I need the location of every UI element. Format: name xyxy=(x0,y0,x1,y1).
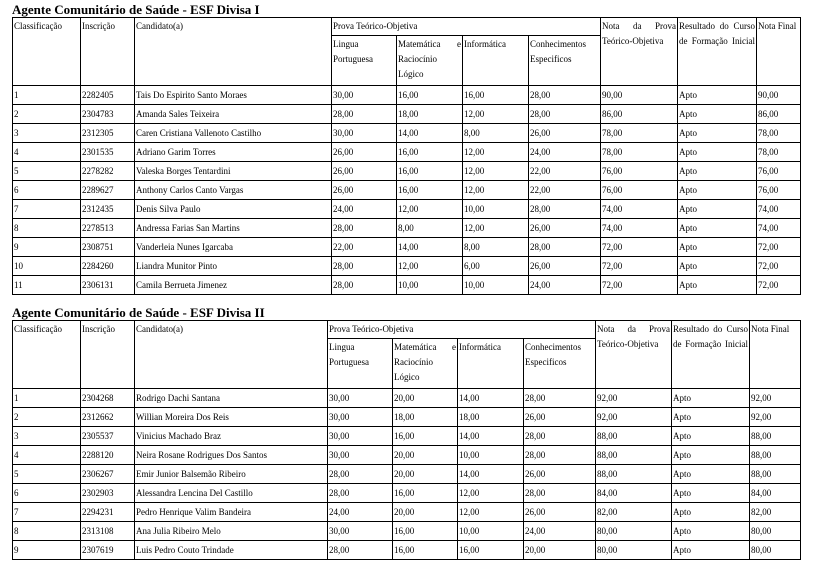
cell-classificacao: 4 xyxy=(13,143,81,162)
cell-lingua: 22,00 xyxy=(332,238,397,257)
header-informatica: Informática xyxy=(458,339,524,389)
cell-inscricao: 2278513 xyxy=(81,219,135,238)
cell-candidato: Neira Rosane Rodrigues Dos Santos xyxy=(135,446,328,465)
cell-nota-prova: 82,00 xyxy=(596,503,672,522)
cell-classificacao: 9 xyxy=(13,238,81,257)
cell-classificacao: 3 xyxy=(13,124,81,143)
cell-nota-final: 88,00 xyxy=(750,446,801,465)
cell-candidato: Adriano Garim Torres xyxy=(135,143,332,162)
results-table xyxy=(12,320,801,560)
cell-nota-prova: 92,00 xyxy=(596,408,672,427)
cell-nota-final: 82,00 xyxy=(750,503,801,522)
cell-matematica: 16,00 xyxy=(393,427,458,446)
cell-conhecimentos: 26,00 xyxy=(524,465,596,484)
cell-resultado: Apto xyxy=(678,105,757,124)
cell-nota-prova: 76,00 xyxy=(601,181,678,200)
cell-resultado: Apto xyxy=(678,181,757,200)
cell-conhecimentos: 28,00 xyxy=(529,105,601,124)
cell-nota-prova: 74,00 xyxy=(601,200,678,219)
table-row xyxy=(13,105,801,124)
cell-nota-final: 84,00 xyxy=(750,484,801,503)
cell-nota-prova: 84,00 xyxy=(596,484,672,503)
header-conhecimentos: Conhecimentos Especificos xyxy=(524,339,596,389)
header-resultado: Resultado do Curso de Formação Inicial xyxy=(678,18,757,86)
cell-conhecimentos: 26,00 xyxy=(529,124,601,143)
cell-matematica: 16,00 xyxy=(393,522,458,541)
cell-nota-prova: 72,00 xyxy=(601,276,678,295)
cell-resultado: Apto xyxy=(678,200,757,219)
cell-inscricao: 2305537 xyxy=(81,427,135,446)
cell-lingua: 30,00 xyxy=(328,389,393,408)
cell-classificacao: 10 xyxy=(13,257,81,276)
cell-inscricao: 2302903 xyxy=(81,484,135,503)
cell-candidato: Vinicius Machado Braz xyxy=(135,427,328,446)
cell-resultado: Apto xyxy=(672,503,750,522)
cell-conhecimentos: 26,00 xyxy=(529,257,601,276)
cell-conhecimentos: 24,00 xyxy=(524,522,596,541)
table-row xyxy=(13,124,801,143)
cell-resultado: Apto xyxy=(672,389,750,408)
cell-candidato: Tais Do Espirito Santo Moraes xyxy=(135,86,332,105)
cell-classificacao: 1 xyxy=(13,389,81,408)
cell-informatica: 18,00 xyxy=(458,408,524,427)
section-title: Agente Comunitário de Saúde - ESF Divisa I xyxy=(12,2,260,17)
cell-informatica: 12,00 xyxy=(463,219,529,238)
cell-lingua: 30,00 xyxy=(328,446,393,465)
cell-classificacao: 7 xyxy=(13,200,81,219)
cell-candidato: Emir Junior Balsemão Ribeiro xyxy=(135,465,328,484)
cell-informatica: 12,00 xyxy=(463,105,529,124)
cell-lingua: 24,00 xyxy=(332,200,397,219)
cell-conhecimentos: 24,00 xyxy=(529,276,601,295)
table-row xyxy=(13,465,801,484)
cell-classificacao: 6 xyxy=(13,484,81,503)
header-matematica: Matemática e Raciocínio Lógico xyxy=(397,36,463,86)
cell-nota-prova: 74,00 xyxy=(601,219,678,238)
cell-matematica: 20,00 xyxy=(393,465,458,484)
table-row xyxy=(13,484,801,503)
cell-inscricao: 2282405 xyxy=(81,86,135,105)
table-row xyxy=(13,238,801,257)
cell-nota-final: 92,00 xyxy=(750,408,801,427)
table-row xyxy=(13,389,801,408)
cell-candidato: Amanda Sales Teixeira xyxy=(135,105,332,124)
cell-inscricao: 2306131 xyxy=(81,276,135,295)
cell-nota-final: 90,00 xyxy=(757,86,801,105)
header-conhecimentos: Conhecimentos Especificos xyxy=(529,36,601,86)
cell-lingua: 28,00 xyxy=(328,484,393,503)
cell-informatica: 12,00 xyxy=(463,181,529,200)
header-resultado: Resultado do Curso de Formação Inicial xyxy=(672,321,750,389)
cell-informatica: 14,00 xyxy=(458,465,524,484)
cell-nota-final: 88,00 xyxy=(750,465,801,484)
cell-informatica: 8,00 xyxy=(463,238,529,257)
cell-nota-prova: 92,00 xyxy=(596,389,672,408)
table-row xyxy=(13,257,801,276)
cell-classificacao: 5 xyxy=(13,162,81,181)
cell-informatica: 12,00 xyxy=(463,143,529,162)
cell-inscricao: 2312435 xyxy=(81,200,135,219)
cell-resultado: Apto xyxy=(678,143,757,162)
cell-matematica: 16,00 xyxy=(397,181,463,200)
cell-conhecimentos: 28,00 xyxy=(529,200,601,219)
cell-conhecimentos: 26,00 xyxy=(529,219,601,238)
table-row xyxy=(13,200,801,219)
cell-lingua: 30,00 xyxy=(328,427,393,446)
cell-conhecimentos: 26,00 xyxy=(524,503,596,522)
cell-inscricao: 2289627 xyxy=(81,181,135,200)
cell-classificacao: 3 xyxy=(13,427,81,446)
header-row-top xyxy=(13,321,801,339)
cell-conhecimentos: 28,00 xyxy=(524,446,596,465)
cell-resultado: Apto xyxy=(672,465,750,484)
cell-lingua: 28,00 xyxy=(332,219,397,238)
cell-candidato: Pedro Henrique Valim Bandeira xyxy=(135,503,328,522)
cell-inscricao: 2312662 xyxy=(81,408,135,427)
cell-classificacao: 8 xyxy=(13,219,81,238)
table-row xyxy=(13,446,801,465)
header-classificacao: Classificação xyxy=(13,18,81,86)
header-informatica: Informática xyxy=(463,36,529,86)
cell-conhecimentos: 22,00 xyxy=(529,162,601,181)
cell-resultado: Apto xyxy=(672,484,750,503)
header-nota-prova: Nota da Prova Teórico-Objetiva xyxy=(601,18,678,86)
cell-inscricao: 2284260 xyxy=(81,257,135,276)
cell-classificacao: 11 xyxy=(13,276,81,295)
cell-candidato: Vanderleia Nunes Igarcaba xyxy=(135,238,332,257)
table-row xyxy=(13,276,801,295)
cell-nota-final: 72,00 xyxy=(757,276,801,295)
cell-matematica: 8,00 xyxy=(397,219,463,238)
cell-inscricao: 2288120 xyxy=(81,446,135,465)
cell-informatica: 12,00 xyxy=(463,162,529,181)
cell-lingua: 26,00 xyxy=(332,181,397,200)
cell-resultado: Apto xyxy=(672,541,750,560)
cell-classificacao: 6 xyxy=(13,181,81,200)
cell-resultado: Apto xyxy=(678,124,757,143)
cell-inscricao: 2313108 xyxy=(81,522,135,541)
cell-matematica: 12,00 xyxy=(397,200,463,219)
table-row xyxy=(13,522,801,541)
cell-informatica: 12,00 xyxy=(458,503,524,522)
header-inscricao: Inscrição xyxy=(81,321,135,389)
header-row-top xyxy=(13,18,801,36)
cell-candidato: Anthony Carlos Canto Vargas xyxy=(135,181,332,200)
header-lingua: Lingua Portuguesa xyxy=(332,36,397,86)
cell-informatica: 16,00 xyxy=(463,86,529,105)
cell-nota-prova: 78,00 xyxy=(601,143,678,162)
cell-nota-final: 74,00 xyxy=(757,200,801,219)
table-row xyxy=(13,219,801,238)
cell-matematica: 20,00 xyxy=(393,503,458,522)
cell-informatica: 12,00 xyxy=(458,484,524,503)
cell-informatica: 14,00 xyxy=(458,427,524,446)
cell-nota-final: 76,00 xyxy=(757,162,801,181)
cell-matematica: 16,00 xyxy=(393,484,458,503)
header-nota-final: Nota Final xyxy=(757,18,801,86)
cell-informatica: 8,00 xyxy=(463,124,529,143)
cell-nota-final: 88,00 xyxy=(750,427,801,446)
table-row xyxy=(13,427,801,446)
cell-informatica: 10,00 xyxy=(463,200,529,219)
header-inscricao: Inscrição xyxy=(81,18,135,86)
cell-candidato: Camila Berrueta Jimenez xyxy=(135,276,332,295)
cell-lingua: 26,00 xyxy=(332,143,397,162)
cell-matematica: 16,00 xyxy=(393,541,458,560)
cell-inscricao: 2306267 xyxy=(81,465,135,484)
cell-lingua: 28,00 xyxy=(328,541,393,560)
cell-nota-prova: 76,00 xyxy=(601,162,678,181)
cell-inscricao: 2294231 xyxy=(81,503,135,522)
cell-classificacao: 4 xyxy=(13,446,81,465)
cell-classificacao: 2 xyxy=(13,105,81,124)
cell-candidato: Alessandra Lencina Del Castillo xyxy=(135,484,328,503)
cell-resultado: Apto xyxy=(678,162,757,181)
header-candidato: Candidato(a) xyxy=(135,18,332,86)
cell-nota-prova: 88,00 xyxy=(596,427,672,446)
cell-lingua: 28,00 xyxy=(332,276,397,295)
cell-inscricao: 2307619 xyxy=(81,541,135,560)
cell-conhecimentos: 28,00 xyxy=(524,389,596,408)
cell-nota-final: 72,00 xyxy=(757,257,801,276)
cell-lingua: 30,00 xyxy=(332,86,397,105)
header-prova: Prova Teórico-Objetiva xyxy=(328,321,596,339)
cell-conhecimentos: 28,00 xyxy=(529,86,601,105)
cell-candidato: Liandra Munitor Pinto xyxy=(135,257,332,276)
header-prova: Prova Teórico-Objetiva xyxy=(332,18,601,36)
cell-resultado: Apto xyxy=(672,408,750,427)
table-row xyxy=(13,503,801,522)
cell-nota-prova: 72,00 xyxy=(601,257,678,276)
cell-inscricao: 2301535 xyxy=(81,143,135,162)
cell-lingua: 28,00 xyxy=(332,257,397,276)
section-divisa-1 xyxy=(12,2,800,295)
cell-matematica: 16,00 xyxy=(397,86,463,105)
cell-conhecimentos: 24,00 xyxy=(529,143,601,162)
cell-conhecimentos: 22,00 xyxy=(529,181,601,200)
header-nota-final: Nota Final xyxy=(750,321,801,389)
cell-nota-prova: 78,00 xyxy=(601,124,678,143)
cell-classificacao: 7 xyxy=(13,503,81,522)
cell-nota-prova: 86,00 xyxy=(601,105,678,124)
cell-matematica: 16,00 xyxy=(397,143,463,162)
cell-candidato: Denis Silva Paulo xyxy=(135,200,332,219)
cell-lingua: 24,00 xyxy=(328,503,393,522)
cell-classificacao: 1 xyxy=(13,86,81,105)
cell-classificacao: 2 xyxy=(13,408,81,427)
cell-resultado: Apto xyxy=(678,86,757,105)
cell-candidato: Luis Pedro Couto Trindade xyxy=(135,541,328,560)
cell-candidato: Rodrigo Dachi Santana xyxy=(135,389,328,408)
cell-matematica: 16,00 xyxy=(397,162,463,181)
cell-resultado: Apto xyxy=(678,219,757,238)
cell-conhecimentos: 26,00 xyxy=(524,408,596,427)
results-table xyxy=(12,17,801,295)
cell-inscricao: 2312305 xyxy=(81,124,135,143)
section-divisa-2 xyxy=(12,305,800,560)
cell-nota-final: 80,00 xyxy=(750,522,801,541)
cell-nota-final: 78,00 xyxy=(757,143,801,162)
header-matematica: Matemática e Raciocínio Lógico xyxy=(393,339,458,389)
cell-nota-prova: 80,00 xyxy=(596,541,672,560)
table-row xyxy=(13,541,801,560)
cell-nota-final: 92,00 xyxy=(750,389,801,408)
cell-classificacao: 8 xyxy=(13,522,81,541)
table-row xyxy=(13,162,801,181)
cell-inscricao: 2304783 xyxy=(81,105,135,124)
cell-resultado: Apto xyxy=(678,276,757,295)
cell-informatica: 16,00 xyxy=(458,541,524,560)
cell-informatica: 10,00 xyxy=(458,522,524,541)
cell-classificacao: 9 xyxy=(13,541,81,560)
table-row xyxy=(13,86,801,105)
cell-lingua: 28,00 xyxy=(328,465,393,484)
cell-matematica: 14,00 xyxy=(397,238,463,257)
cell-matematica: 10,00 xyxy=(397,276,463,295)
cell-nota-prova: 72,00 xyxy=(601,238,678,257)
cell-candidato: Caren Cristiana Vallenoto Castilho xyxy=(135,124,332,143)
cell-resultado: Apto xyxy=(678,238,757,257)
header-lingua: Lingua Portuguesa xyxy=(328,339,393,389)
cell-resultado: Apto xyxy=(672,427,750,446)
cell-nota-final: 72,00 xyxy=(757,238,801,257)
cell-resultado: Apto xyxy=(672,446,750,465)
header-candidato: Candidato(a) xyxy=(135,321,328,389)
cell-informatica: 10,00 xyxy=(463,276,529,295)
table-row xyxy=(13,408,801,427)
cell-nota-prova: 88,00 xyxy=(596,446,672,465)
cell-matematica: 12,00 xyxy=(397,257,463,276)
cell-candidato: Valeska Borges Tentardini xyxy=(135,162,332,181)
cell-resultado: Apto xyxy=(678,257,757,276)
cell-nota-final: 78,00 xyxy=(757,124,801,143)
cell-conhecimentos: 20,00 xyxy=(524,541,596,560)
cell-matematica: 20,00 xyxy=(393,446,458,465)
cell-resultado: Apto xyxy=(672,522,750,541)
cell-conhecimentos: 28,00 xyxy=(524,427,596,446)
cell-candidato: Andressa Farias San Martins xyxy=(135,219,332,238)
cell-inscricao: 2278282 xyxy=(81,162,135,181)
cell-matematica: 18,00 xyxy=(393,408,458,427)
cell-conhecimentos: 28,00 xyxy=(529,238,601,257)
cell-nota-prova: 90,00 xyxy=(601,86,678,105)
cell-matematica: 20,00 xyxy=(393,389,458,408)
cell-candidato: Ana Julia Ribeiro Melo xyxy=(135,522,328,541)
cell-lingua: 30,00 xyxy=(328,522,393,541)
cell-lingua: 30,00 xyxy=(332,124,397,143)
cell-matematica: 18,00 xyxy=(397,105,463,124)
section-title: Agente Comunitário de Saúde - ESF Divisa II xyxy=(12,305,265,320)
cell-nota-final: 76,00 xyxy=(757,181,801,200)
cell-nota-final: 86,00 xyxy=(757,105,801,124)
header-nota-prova: Nota da Prova Teórico-Objetiva xyxy=(596,321,672,389)
table-row xyxy=(13,143,801,162)
cell-lingua: 26,00 xyxy=(332,162,397,181)
cell-informatica: 6,00 xyxy=(463,257,529,276)
cell-nota-final: 74,00 xyxy=(757,219,801,238)
cell-matematica: 14,00 xyxy=(397,124,463,143)
cell-lingua: 30,00 xyxy=(328,408,393,427)
cell-lingua: 28,00 xyxy=(332,105,397,124)
cell-nota-final: 80,00 xyxy=(750,541,801,560)
cell-informatica: 14,00 xyxy=(458,389,524,408)
cell-informatica: 10,00 xyxy=(458,446,524,465)
cell-inscricao: 2304268 xyxy=(81,389,135,408)
cell-inscricao: 2308751 xyxy=(81,238,135,257)
header-classificacao: Classificação xyxy=(13,321,81,389)
cell-nota-prova: 88,00 xyxy=(596,465,672,484)
table-row xyxy=(13,181,801,200)
cell-candidato: Willian Moreira Dos Reis xyxy=(135,408,328,427)
cell-conhecimentos: 28,00 xyxy=(524,484,596,503)
cell-classificacao: 5 xyxy=(13,465,81,484)
cell-nota-prova: 80,00 xyxy=(596,522,672,541)
